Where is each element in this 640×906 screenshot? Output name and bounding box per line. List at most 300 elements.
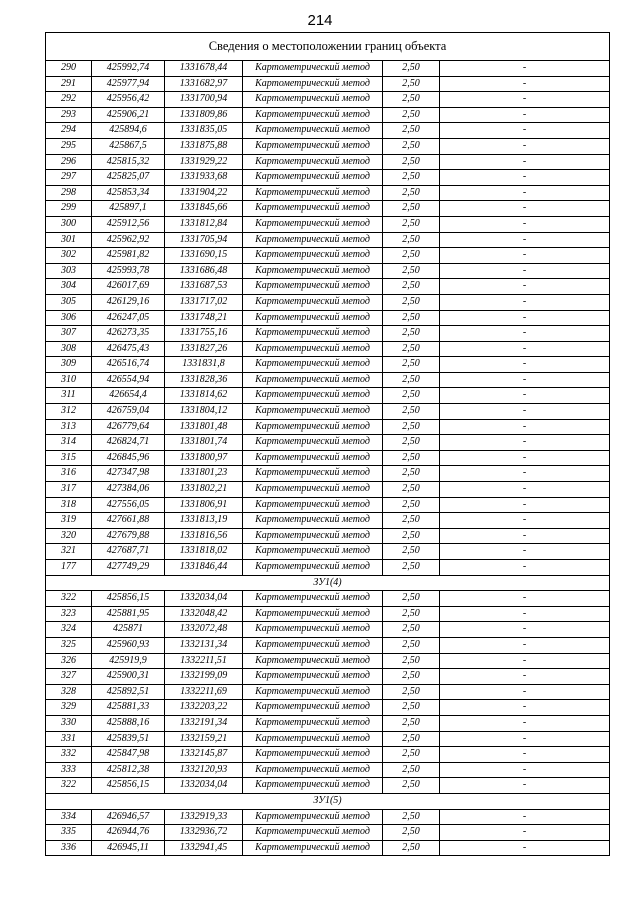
coord-x: 425894,6 [92, 123, 165, 139]
table-row [46, 591, 610, 607]
coord-y: 1331705,94 [165, 232, 243, 248]
accuracy-cell: 2,50 [383, 294, 440, 310]
method-cell: Картометрический метод [243, 123, 383, 139]
description-cell: - [440, 591, 610, 607]
coord-x: 425812,38 [92, 762, 165, 778]
point-number: 316 [46, 466, 92, 482]
table-row [46, 216, 610, 232]
coord-y: 1331801,23 [165, 466, 243, 482]
point-number: 335 [46, 825, 92, 841]
accuracy-cell: 2,50 [383, 185, 440, 201]
coord-y: 1331804,12 [165, 404, 243, 420]
coord-x: 426944,76 [92, 825, 165, 841]
accuracy-cell: 2,50 [383, 435, 440, 451]
description-cell: - [440, 61, 610, 77]
coord-y: 1331690,15 [165, 248, 243, 264]
coord-x: 427749,29 [92, 560, 165, 576]
point-number: 296 [46, 154, 92, 170]
description-cell: - [440, 138, 610, 154]
coord-x: 427679,88 [92, 528, 165, 544]
point-number: 331 [46, 731, 92, 747]
coord-y: 1331818,02 [165, 544, 243, 560]
point-number: 322 [46, 591, 92, 607]
point-number: 325 [46, 637, 92, 653]
coord-y: 1332211,51 [165, 653, 243, 669]
description-cell: - [440, 825, 610, 841]
coord-x: 426759,04 [92, 404, 165, 420]
method-cell: Картометрический метод [243, 92, 383, 108]
table-row [46, 138, 610, 154]
method-cell: Картометрический метод [243, 216, 383, 232]
method-cell: Картометрический метод [243, 544, 383, 560]
method-cell: Картометрический метод [243, 528, 383, 544]
method-cell: Картометрический метод [243, 669, 383, 685]
method-cell: Картометрический метод [243, 232, 383, 248]
description-cell: - [440, 435, 610, 451]
point-number: 308 [46, 341, 92, 357]
accuracy-cell: 2,50 [383, 747, 440, 763]
coord-x: 426247,05 [92, 310, 165, 326]
table-row [46, 466, 610, 482]
accuracy-cell: 2,50 [383, 92, 440, 108]
description-cell: - [440, 653, 610, 669]
method-cell: Картометрический метод [243, 341, 383, 357]
coord-y: 1331813,19 [165, 513, 243, 529]
coord-y: 1331801,48 [165, 419, 243, 435]
accuracy-cell: 2,50 [383, 138, 440, 154]
method-cell: Картометрический метод [243, 637, 383, 653]
table-row [46, 76, 610, 92]
point-number: 303 [46, 263, 92, 279]
coord-x: 427661,88 [92, 513, 165, 529]
coord-x: 426654,4 [92, 388, 165, 404]
method-cell: Картометрический метод [243, 653, 383, 669]
table-row [46, 248, 610, 264]
accuracy-cell: 2,50 [383, 357, 440, 373]
coord-y: 1332072,48 [165, 622, 243, 638]
description-cell: - [440, 92, 610, 108]
coord-y: 1331682,97 [165, 76, 243, 92]
coord-x: 426845,96 [92, 450, 165, 466]
table-row [46, 669, 610, 685]
section-row [46, 793, 610, 809]
description-cell: - [440, 170, 610, 186]
description-cell: - [440, 357, 610, 373]
method-cell: Картометрический метод [243, 591, 383, 607]
table-title-row [46, 33, 610, 61]
coord-y: 1332203,22 [165, 700, 243, 716]
point-number: 299 [46, 201, 92, 217]
point-number: 332 [46, 747, 92, 763]
point-number: 297 [46, 170, 92, 186]
accuracy-cell: 2,50 [383, 372, 440, 388]
point-number: 318 [46, 497, 92, 513]
table-row [46, 528, 610, 544]
table-row [46, 497, 610, 513]
table-row [46, 419, 610, 435]
coord-y: 1331929,22 [165, 154, 243, 170]
coord-y: 1332919,33 [165, 809, 243, 825]
coord-x: 426554,94 [92, 372, 165, 388]
description-cell: - [440, 497, 610, 513]
accuracy-cell: 2,50 [383, 450, 440, 466]
description-cell: - [440, 419, 610, 435]
description-cell: - [440, 684, 610, 700]
point-number: 298 [46, 185, 92, 201]
coord-x: 425881,95 [92, 606, 165, 622]
coord-y: 1331845,66 [165, 201, 243, 217]
description-cell: - [440, 840, 610, 856]
table-title: Сведения о местоположении границ объекта [46, 33, 610, 61]
coord-x: 425892,51 [92, 684, 165, 700]
table-row [46, 92, 610, 108]
accuracy-cell: 2,50 [383, 560, 440, 576]
coord-x: 425856,15 [92, 778, 165, 794]
description-cell: - [440, 263, 610, 279]
table-row [46, 700, 610, 716]
coord-y: 1332191,34 [165, 715, 243, 731]
section-label: ЗУ1(5) [46, 793, 610, 809]
accuracy-cell: 2,50 [383, 482, 440, 498]
point-number: 292 [46, 92, 92, 108]
coord-x: 426129,16 [92, 294, 165, 310]
coord-y: 1331748,21 [165, 310, 243, 326]
accuracy-cell: 2,50 [383, 684, 440, 700]
coord-x: 425981,82 [92, 248, 165, 264]
accuracy-cell: 2,50 [383, 76, 440, 92]
table-row [46, 310, 610, 326]
description-cell: - [440, 669, 610, 685]
description-cell: - [440, 248, 610, 264]
accuracy-cell: 2,50 [383, 715, 440, 731]
coord-x: 427384,06 [92, 482, 165, 498]
table-row [46, 840, 610, 856]
coord-x: 425867,5 [92, 138, 165, 154]
table-row [46, 450, 610, 466]
method-cell: Картометрический метод [243, 279, 383, 295]
accuracy-cell: 2,50 [383, 341, 440, 357]
method-cell: Картометрический метод [243, 684, 383, 700]
table-row [46, 61, 610, 77]
table-row [46, 185, 610, 201]
method-cell: Картометрический метод [243, 513, 383, 529]
accuracy-cell: 2,50 [383, 497, 440, 513]
table-row [46, 294, 610, 310]
point-number: 313 [46, 419, 92, 435]
method-cell: Картометрический метод [243, 138, 383, 154]
table-row [46, 123, 610, 139]
method-cell: Картометрический метод [243, 747, 383, 763]
description-cell: - [440, 107, 610, 123]
description-cell: - [440, 388, 610, 404]
coord-y: 1332120,93 [165, 762, 243, 778]
description-cell: - [440, 482, 610, 498]
description-cell: - [440, 560, 610, 576]
method-cell: Картометрический метод [243, 622, 383, 638]
table-row [46, 357, 610, 373]
coord-x: 425856,15 [92, 591, 165, 607]
table-row [46, 341, 610, 357]
description-cell: - [440, 450, 610, 466]
coord-y: 1332048,42 [165, 606, 243, 622]
method-cell: Картометрический метод [243, 715, 383, 731]
table-row [46, 482, 610, 498]
method-cell: Картометрический метод [243, 372, 383, 388]
method-cell: Картометрический метод [243, 778, 383, 794]
point-number: 309 [46, 357, 92, 373]
coord-y: 1332034,04 [165, 778, 243, 794]
method-cell: Картометрический метод [243, 809, 383, 825]
description-cell: - [440, 606, 610, 622]
table-row [46, 372, 610, 388]
description-cell: - [440, 76, 610, 92]
coord-x: 426017,69 [92, 279, 165, 295]
description-cell: - [440, 201, 610, 217]
coord-x: 425839,51 [92, 731, 165, 747]
coord-y: 1331717,02 [165, 294, 243, 310]
method-cell: Картометрический метод [243, 294, 383, 310]
coord-y: 1331816,56 [165, 528, 243, 544]
method-cell: Картометрический метод [243, 731, 383, 747]
coord-y: 1331875,88 [165, 138, 243, 154]
accuracy-cell: 2,50 [383, 637, 440, 653]
table-row [46, 560, 610, 576]
table-row [46, 263, 610, 279]
point-number: 310 [46, 372, 92, 388]
description-cell: - [440, 372, 610, 388]
method-cell: Картометрический метод [243, 606, 383, 622]
point-number: 311 [46, 388, 92, 404]
coord-y: 1331686,48 [165, 263, 243, 279]
description-cell: - [440, 310, 610, 326]
description-cell: - [440, 809, 610, 825]
accuracy-cell: 2,50 [383, 404, 440, 420]
method-cell: Картометрический метод [243, 310, 383, 326]
coord-x: 425919,9 [92, 653, 165, 669]
accuracy-cell: 2,50 [383, 606, 440, 622]
method-cell: Картометрический метод [243, 76, 383, 92]
table-row [46, 809, 610, 825]
accuracy-cell: 2,50 [383, 216, 440, 232]
coord-y: 1331827,26 [165, 341, 243, 357]
point-number: 321 [46, 544, 92, 560]
point-number: 290 [46, 61, 92, 77]
coord-y: 1331904,22 [165, 185, 243, 201]
coord-x: 425825,07 [92, 170, 165, 186]
table-row [46, 170, 610, 186]
coord-x: 426779,64 [92, 419, 165, 435]
accuracy-cell: 2,50 [383, 513, 440, 529]
coord-x: 425912,56 [92, 216, 165, 232]
point-number: 301 [46, 232, 92, 248]
description-cell: - [440, 637, 610, 653]
method-cell: Картометрический метод [243, 170, 383, 186]
table-row [46, 637, 610, 653]
method-cell: Картометрический метод [243, 201, 383, 217]
accuracy-cell: 2,50 [383, 669, 440, 685]
accuracy-cell: 2,50 [383, 653, 440, 669]
table-row [46, 606, 610, 622]
description-cell: - [440, 731, 610, 747]
accuracy-cell: 2,50 [383, 622, 440, 638]
description-cell: - [440, 294, 610, 310]
point-number: 312 [46, 404, 92, 420]
method-cell: Картометрический метод [243, 357, 383, 373]
method-cell: Картометрический метод [243, 61, 383, 77]
accuracy-cell: 2,50 [383, 809, 440, 825]
coord-x: 425956,42 [92, 92, 165, 108]
boundary-coordinates-table [45, 32, 610, 856]
coord-x: 425815,32 [92, 154, 165, 170]
point-number: 315 [46, 450, 92, 466]
coord-x: 425871 [92, 622, 165, 638]
accuracy-cell: 2,50 [383, 825, 440, 841]
accuracy-cell: 2,50 [383, 170, 440, 186]
table-row [46, 825, 610, 841]
coord-x: 425847,98 [92, 747, 165, 763]
accuracy-cell: 2,50 [383, 840, 440, 856]
point-number: 334 [46, 809, 92, 825]
method-cell: Картометрический метод [243, 107, 383, 123]
description-cell: - [440, 123, 610, 139]
method-cell: Картометрический метод [243, 263, 383, 279]
description-cell: - [440, 715, 610, 731]
coord-x: 427347,98 [92, 466, 165, 482]
point-number: 327 [46, 669, 92, 685]
coord-x: 427687,71 [92, 544, 165, 560]
point-number: 328 [46, 684, 92, 700]
coord-x: 425906,21 [92, 107, 165, 123]
coord-y: 1331678,44 [165, 61, 243, 77]
description-cell: - [440, 466, 610, 482]
description-cell: - [440, 279, 610, 295]
method-cell: Картометрический метод [243, 248, 383, 264]
point-number: 329 [46, 700, 92, 716]
table-row [46, 107, 610, 123]
accuracy-cell: 2,50 [383, 326, 440, 342]
accuracy-cell: 2,50 [383, 279, 440, 295]
point-number: 291 [46, 76, 92, 92]
table-row [46, 435, 610, 451]
point-number: 293 [46, 107, 92, 123]
table-row [46, 404, 610, 420]
coord-x: 426946,57 [92, 809, 165, 825]
coord-x: 425993,78 [92, 263, 165, 279]
method-cell: Картометрический метод [243, 840, 383, 856]
page-number: 214 [307, 12, 333, 29]
accuracy-cell: 2,50 [383, 419, 440, 435]
table-row [46, 684, 610, 700]
description-cell: - [440, 154, 610, 170]
section-label: ЗУ1(4) [46, 575, 610, 591]
point-number: 317 [46, 482, 92, 498]
coord-y: 1332159,21 [165, 731, 243, 747]
table-row [46, 232, 610, 248]
coord-y: 1332034,04 [165, 591, 243, 607]
coord-x: 425977,94 [92, 76, 165, 92]
coord-x: 425897,1 [92, 201, 165, 217]
coord-y: 1331802,21 [165, 482, 243, 498]
description-cell: - [440, 528, 610, 544]
table-row [46, 653, 610, 669]
point-number: 326 [46, 653, 92, 669]
coord-y: 1331687,53 [165, 279, 243, 295]
method-cell: Картометрический метод [243, 700, 383, 716]
accuracy-cell: 2,50 [383, 248, 440, 264]
point-number: 314 [46, 435, 92, 451]
point-number: 177 [46, 560, 92, 576]
method-cell: Картометрический метод [243, 185, 383, 201]
method-cell: Картометрический метод [243, 154, 383, 170]
table-row [46, 715, 610, 731]
coord-x: 426516,74 [92, 357, 165, 373]
coord-x: 425992,74 [92, 61, 165, 77]
point-number: 295 [46, 138, 92, 154]
description-cell: - [440, 513, 610, 529]
coord-y: 1331755,16 [165, 326, 243, 342]
table-row [46, 388, 610, 404]
coord-y: 1331835,05 [165, 123, 243, 139]
coord-y: 1331828,36 [165, 372, 243, 388]
description-cell: - [440, 341, 610, 357]
coord-y: 1331831,8 [165, 357, 243, 373]
accuracy-cell: 2,50 [383, 61, 440, 77]
table-row [46, 747, 610, 763]
point-number: 323 [46, 606, 92, 622]
accuracy-cell: 2,50 [383, 731, 440, 747]
coord-x: 426273,35 [92, 326, 165, 342]
table-row [46, 544, 610, 560]
point-number: 306 [46, 310, 92, 326]
method-cell: Картометрический метод [243, 497, 383, 513]
method-cell: Картометрический метод [243, 560, 383, 576]
accuracy-cell: 2,50 [383, 591, 440, 607]
point-number: 300 [46, 216, 92, 232]
description-cell: - [440, 747, 610, 763]
method-cell: Картометрический метод [243, 326, 383, 342]
accuracy-cell: 2,50 [383, 107, 440, 123]
coord-x: 425960,93 [92, 637, 165, 653]
table-row [46, 201, 610, 217]
coord-x: 425888,16 [92, 715, 165, 731]
coord-y: 1332941,45 [165, 840, 243, 856]
point-number: 324 [46, 622, 92, 638]
accuracy-cell: 2,50 [383, 263, 440, 279]
accuracy-cell: 2,50 [383, 466, 440, 482]
coord-x: 425853,34 [92, 185, 165, 201]
table-row [46, 622, 610, 638]
description-cell: - [440, 404, 610, 420]
description-cell: - [440, 232, 610, 248]
table-row [46, 513, 610, 529]
method-cell: Картометрический метод [243, 450, 383, 466]
coord-y: 1332936,72 [165, 825, 243, 841]
accuracy-cell: 2,50 [383, 123, 440, 139]
accuracy-cell: 2,50 [383, 201, 440, 217]
method-cell: Картометрический метод [243, 825, 383, 841]
point-number: 319 [46, 513, 92, 529]
table-row [46, 154, 610, 170]
method-cell: Картометрический метод [243, 482, 383, 498]
description-cell: - [440, 778, 610, 794]
description-cell: - [440, 700, 610, 716]
coord-x: 425881,33 [92, 700, 165, 716]
coord-y: 1331814,62 [165, 388, 243, 404]
table-row [46, 762, 610, 778]
point-number: 294 [46, 123, 92, 139]
coord-y: 1331812,84 [165, 216, 243, 232]
coord-y: 1331806,91 [165, 497, 243, 513]
